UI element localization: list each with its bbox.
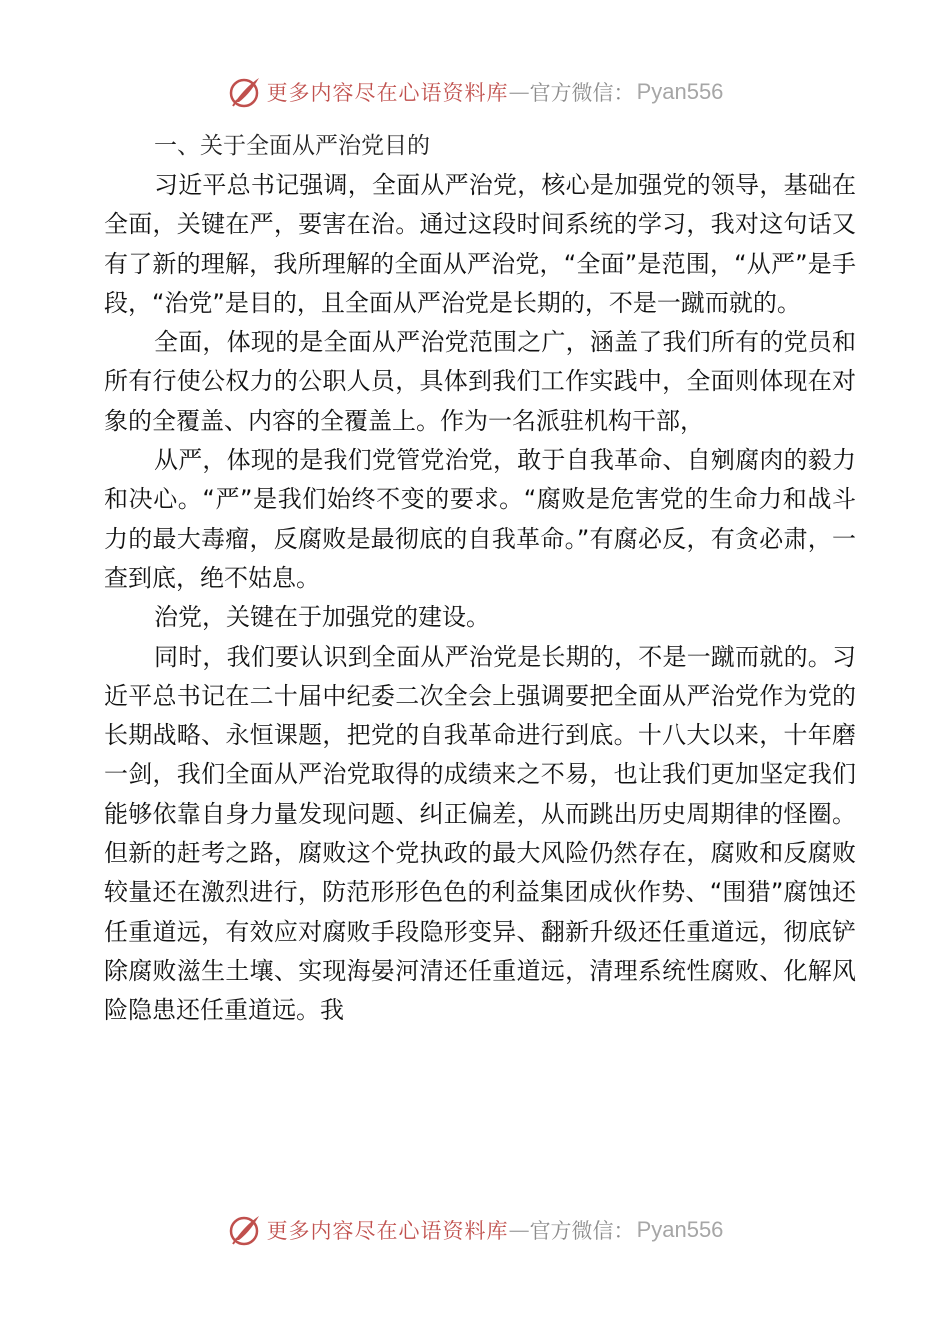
- banner-separator: —: [508, 80, 530, 104]
- paragraph-3: 从严，体现的是我们党管党治党，敢于自我革命、自剜腐肉的毅力和决心。“严”是我们始终不变的要求。“腐败是危害党的生命力和战斗力的最大毒瘤，反腐败是最彻底的自我革命。”有腐必反，有贪必肃，一查到底，绝不姑息。: [104, 446, 856, 592]
- paragraph-4: 治党，关键在于加强党的建设。: [154, 603, 490, 632]
- quill-logo-icon: [227, 1212, 263, 1248]
- footer-banner-wechat-id: Pyan556: [636, 1217, 724, 1242]
- header-banner: [0, 72, 950, 112]
- footer-banner-wechat-label: 官方微信：: [529, 1219, 635, 1243]
- footer-banner-separator: —: [508, 1218, 530, 1242]
- quill-logo-icon: [227, 74, 263, 110]
- footer-banner: [0, 1210, 950, 1250]
- paragraph-5: 同时，我们要认识到全面从严治党是长期的，不是一蹴而就的。习近平总书记在二十届中纪委二次全会上强调要把全面从严治党作为党的长期战略、永恒课题，把党的自我革命进行到底。十八大以来，十年磨一剑，我们全面从严治党取得的成绩来之不易，也让我们更加坚定我们能够依靠自身力量发现问题、纠正偏差，从而跳出历史周期律的怪圈。但新的赶考之路，腐败这个党执政的最大风险仍然存在，腐败和反腐败较量还在激烈进行，防范形形色色的利益集团成伙作势、“围猎”腐蚀还任重道远，有效应对腐败手段隐形变异、翻新升级还任重道远，彻底铲除腐败滋生土壤、实现海晏河清还任重道远，清理系统性腐败、化解风险隐患还任重道远。我: [104, 642, 856, 1025]
- paragraph-1: 习近平总书记强调，全面从严治党，核心是加强党的领导，基础在全面，关键在严，要害在治。通过这段时间系统的学习，我对这句话又有了新的理解，我所理解的全面从严治党，“全面”是范围，“从严”是手段，“治党”是目的，且全面从严治党是长期的，不是一蹴而就的。: [104, 171, 856, 317]
- paragraph-2: 全面，体现的是全面从严治党范围之广，涵盖了我们所有的党员和所有行使公权力的公职人员，具体到我们工作实践中，全面则体现在对象的全覆盖、内容的全覆盖上。作为一名派驻机构干部，: [104, 328, 856, 435]
- banner-wechat-id: Pyan556: [636, 79, 724, 104]
- banner-wechat-label: 官方微信：: [529, 81, 635, 105]
- document-body: [104, 126, 856, 1031]
- footer-banner-title: 更多内容尽在心语资料库: [266, 1219, 509, 1243]
- banner-title: 更多内容尽在心语资料库: [266, 81, 509, 105]
- section-heading: 一、关于全面从严治党目的: [154, 133, 430, 159]
